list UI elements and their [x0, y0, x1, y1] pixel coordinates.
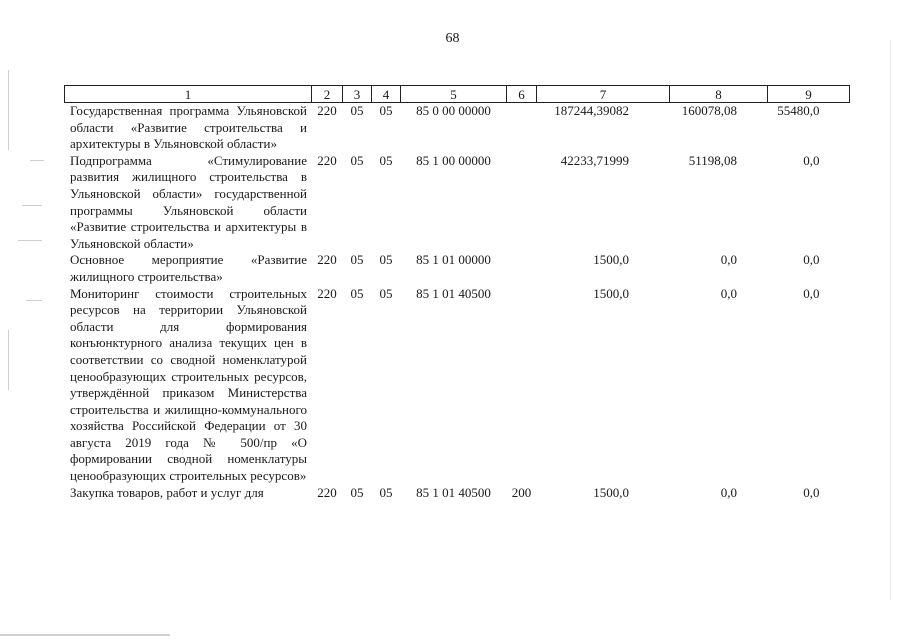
row-amount-year2: 160078,08 [681, 103, 737, 118]
row-name: Мониторинг стоимости строительных ресурсов на территории Ульяновской области для формирования конъюнктурного анализа текущих цен в соответствии со сводной номенклатурой ценообразующих строительных ресурсов, утверждённой приказом Министерства строительства и жилищно-коммунального хозяйства Российской Федерации от 30 августа 2019 года № 500/пр «О формировании сводной номенклатуры ценообразующих строительных ресурсов» [70, 285, 307, 484]
row-expense-type [507, 252, 537, 285]
scan-artifact [30, 160, 44, 161]
row-section: 05 [350, 252, 364, 268]
header-col-5: 5 [401, 86, 507, 103]
row-section: 05 [350, 484, 364, 500]
header-col-2: 2 [312, 86, 343, 103]
row-expense-type [507, 103, 537, 153]
row-section: 05 [350, 285, 364, 301]
table-row [65, 103, 850, 153]
header-row [65, 86, 850, 103]
header-col-7: 7 [537, 86, 670, 103]
row-amount-year1: 1500,0 [593, 252, 629, 268]
row-ministry-code: 220 [317, 252, 337, 268]
header-col-4: 4 [372, 86, 401, 103]
row-subsection: 05 [379, 103, 393, 118]
row-target-article: 85 1 01 00000 [416, 252, 491, 268]
table-row [65, 252, 850, 285]
row-amount-year1: 1500,0 [593, 285, 629, 301]
row-ministry-code: 220 [317, 152, 337, 168]
table-body [65, 103, 850, 502]
row-amount-year2: 0,0 [720, 484, 737, 500]
table-row [65, 153, 850, 253]
row-amount-year3: 0,0 [803, 484, 820, 500]
row-amount-year1: 1500,0 [593, 484, 629, 500]
budget-table [64, 85, 850, 501]
row-section: 05 [350, 103, 364, 118]
row-name: Государственная программа Ульяновской области «Развитие строительства и архитектуры в Ульяновской области» [70, 103, 307, 152]
row-amount-year3: 0,0 [803, 152, 820, 168]
header-col-8: 8 [670, 86, 768, 103]
row-subsection: 05 [379, 285, 393, 301]
scan-artifact [8, 330, 9, 390]
header-col-6: 6 [507, 86, 537, 103]
row-expense-type [507, 153, 537, 253]
row-expense-type [507, 286, 537, 485]
row-amount-year1: 42233,71999 [560, 152, 629, 168]
scan-artifact [8, 70, 9, 150]
scan-artifact [0, 634, 170, 636]
row-amount-year1: 187244,39082 [554, 103, 629, 118]
table-header [65, 86, 850, 103]
row-ministry-code: 220 [317, 103, 337, 118]
row-name: Подпрограмма «Стимулирование развития жилищного строительства в Ульяновской области» государственной программы Ульяновской области «Развитие строительства и архитектуры в Ульяновской области» [70, 152, 307, 251]
scan-artifact [26, 300, 42, 301]
header-col-3: 3 [343, 86, 372, 103]
row-amount-year2: 0,0 [720, 285, 737, 301]
row-target-article: 85 1 01 40500 [416, 285, 491, 301]
row-amount-year3: 0,0 [803, 252, 820, 268]
header-col-9: 9 [768, 86, 850, 103]
scan-artifact [18, 240, 42, 241]
row-subsection: 05 [379, 484, 393, 500]
table-row [65, 286, 850, 485]
row-amount-year3: 0,0 [803, 285, 820, 301]
row-ministry-code: 220 [317, 484, 337, 500]
row-target-article: 85 1 00 00000 [416, 152, 491, 168]
row-target-article: 85 0 00 00000 [416, 103, 491, 118]
row-amount-year3: 55480,0 [777, 103, 820, 118]
row-subsection: 05 [379, 152, 393, 168]
header-col-1: 1 [65, 86, 312, 103]
scan-artifact [22, 205, 42, 206]
table-row [65, 485, 850, 502]
row-amount-year2: 51198,08 [688, 152, 737, 168]
row-amount-year2: 0,0 [720, 252, 737, 268]
row-expense-type: 200 [511, 484, 532, 500]
row-ministry-code: 220 [317, 285, 337, 301]
row-name: Закупка товаров, работ и услуг для [70, 484, 264, 500]
row-section: 05 [350, 152, 364, 168]
row-name: Основное мероприятие «Развитие жилищного строительства» [70, 252, 307, 284]
row-subsection: 05 [379, 252, 393, 268]
scan-artifact [890, 40, 891, 600]
row-target-article: 85 1 01 40500 [416, 484, 491, 500]
page-number: 68 [445, 31, 460, 46]
